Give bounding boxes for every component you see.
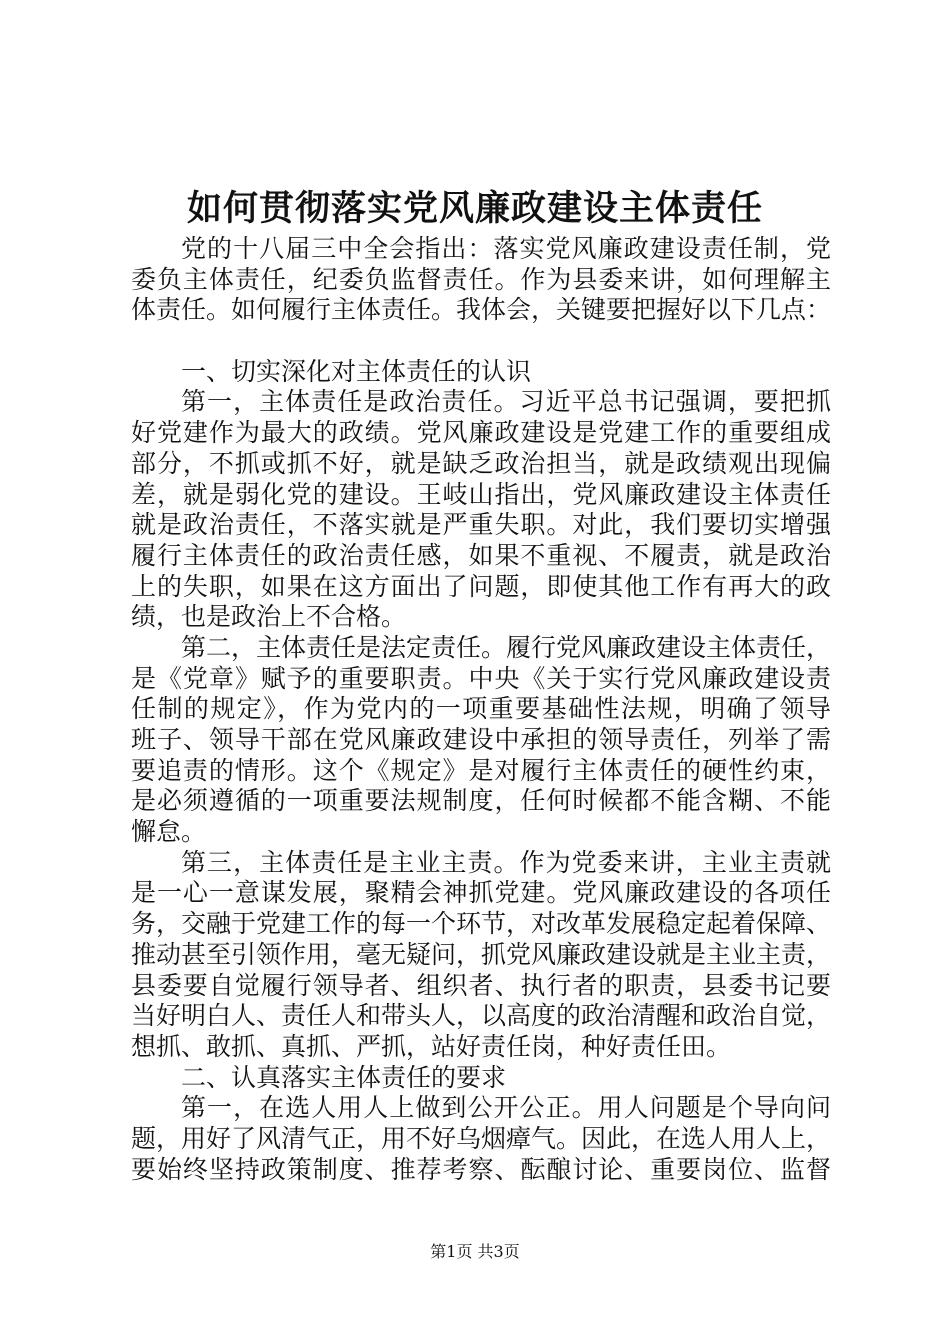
paragraph-line: 体责任。如何履行主体责任。我体会，关键要把握好以下几点： xyxy=(131,295,832,325)
paragraph-line: 委负主体责任，纪委负监督责任。作为县委来讲，如何理解主 xyxy=(131,264,831,294)
section-heading: 一、切实深化对主体责任的认识 xyxy=(181,356,532,386)
paragraph-line: 务，交融于党建工作的每一个环节，对改革发展稳定起着保障、 xyxy=(131,909,832,939)
paragraph-line: 班子、领导干部在党风廉政建设中承担的领导责任，列举了需 xyxy=(131,725,831,754)
paragraph-line: 想抓、敢抓、真抓、严抓，站好责任岗，种好责任田。 xyxy=(131,1031,732,1061)
paragraph-line: 绩，也是政治上不合格。 xyxy=(131,602,407,632)
paragraph-line: 就是政治责任，不落实就是严重失职。对此，我们要切实增强 xyxy=(131,510,831,540)
paragraph-line: 是必须遵循的一项重要法规制度，任何时候都不能含糊、不能 xyxy=(131,786,831,816)
paragraph-line: 上的失职，如果在这方面出了问题，即使其他工作有再大的政 xyxy=(131,571,831,601)
paragraph-line: 要始终坚持政策制度、推荐考察、酝酿讨论、重要岗位、监督 xyxy=(131,1154,831,1184)
document-body xyxy=(131,234,831,1185)
paragraph-line: 当好明白人、责任人和带头人，以高度的政治清醒和政治自觉， xyxy=(131,1001,832,1031)
paragraph-line: 县委要自觉履行领导者、组织者、执行者的职责，县委书记要 xyxy=(131,970,831,1000)
paragraph-line: 任制的规定》，作为党内的一项重要基础性法规，明确了领导 xyxy=(131,694,831,724)
paragraph-line: 推动甚至引领作用，毫无疑问，抓党风廉政建设就是主业主责， xyxy=(131,939,832,969)
paragraph-line: 第三，主体责任是主业主责。作为党委来讲，主业主责就 xyxy=(181,847,831,877)
paragraph-line: 是一心一意谋发展，聚精会神抓党建。党风廉政建设的各项任 xyxy=(131,878,831,908)
paragraph-line: 第一，在选人用人上做到公开公正。用人问题是个导向问 xyxy=(181,1093,831,1123)
document-title: 如何贯彻落实党风廉政建设主体责任 xyxy=(186,188,763,229)
section-heading: 二、认真落实主体责任的要求 xyxy=(181,1062,507,1092)
blank-line xyxy=(131,326,831,357)
paragraph-line: 第一，主体责任是政治责任。习近平总书记强调，要把抓 xyxy=(181,387,831,417)
paragraph-line: 好党建作为最大的政绩。党风廉政建设是党建工作的重要组成 xyxy=(131,418,831,448)
paragraph-line: 差，就是弱化党的建设。王岐山指出，党风廉政建设主体责任 xyxy=(131,479,831,509)
paragraph-line: 第二，主体责任是法定责任。履行党风廉政建设主体责任， xyxy=(181,632,832,662)
paragraph-line: 题，用好了风清气正，用不好乌烟瘴气。因此，在选人用人上， xyxy=(131,1123,832,1153)
paragraph-line: 履行主体责任的政治责任感，如果不重视、不履责，就是政治 xyxy=(131,540,831,570)
paragraph-line: 要追责的情形。这个《规定》是对履行主体责任的硬性约束， xyxy=(131,755,831,785)
paragraph-line: 部分，不抓或抓不好，就是缺乏政治担当，就是政绩观出现偏 xyxy=(131,448,831,478)
paragraph-line: 党的十八届三中全会指出：落实党风廉政建设责任制，党 xyxy=(181,234,831,263)
page-number-footer: 第1页 共3页 xyxy=(430,1242,520,1261)
paragraph-line: 是《党章》赋予的重要职责。中央《关于实行党风廉政建设责 xyxy=(131,663,831,693)
paragraph-line: 懈怠。 xyxy=(131,817,207,847)
